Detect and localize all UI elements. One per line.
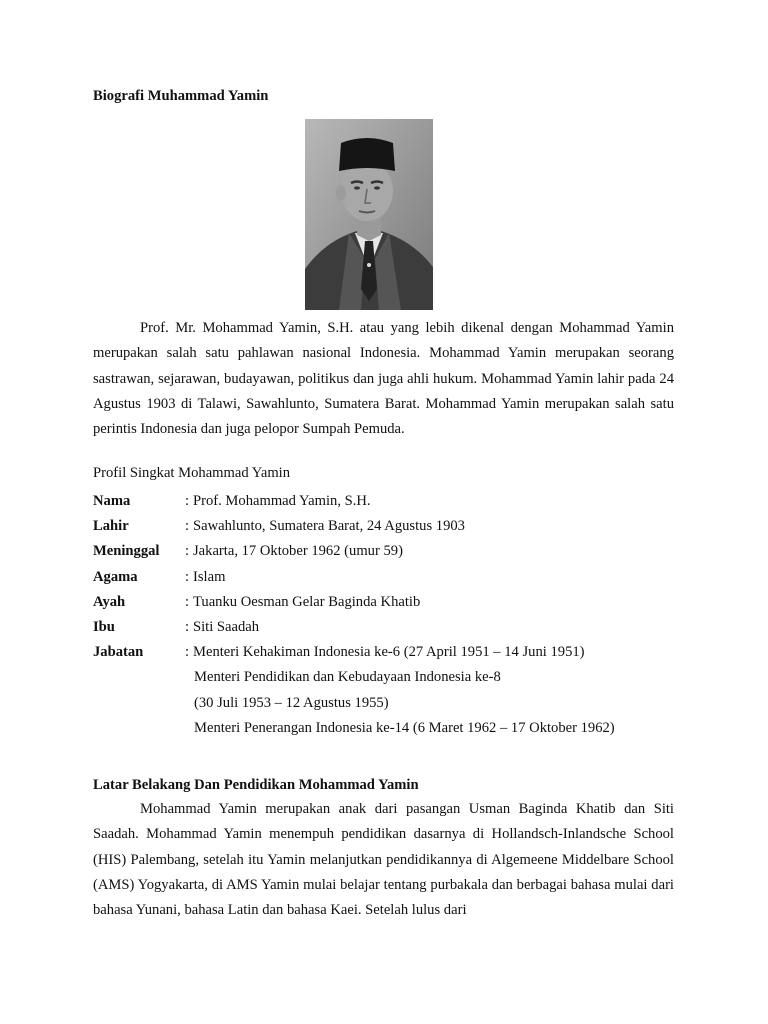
profile-label: Lahir: [93, 518, 129, 535]
profile-value: Islam: [193, 568, 226, 585]
profile-label: Agama: [93, 568, 138, 585]
profile-colon: :: [185, 593, 190, 610]
jabatan-continued-line: Menteri Penerangan Indonesia ke-14 (6 Maret 1962 – 17 Oktober 1962): [194, 719, 615, 736]
profile-label: Ayah: [93, 593, 126, 610]
intro-paragraph: [93, 316, 674, 442]
profile-heading: Profil Singkat Mohammad Yamin: [93, 465, 291, 481]
profile-label: Jabatan: [93, 644, 144, 661]
jabatan-continued-line: Menteri Pendidikan dan Kebudayaan Indonesia ke-8: [194, 669, 501, 686]
profile-colon: :: [185, 644, 190, 661]
profile-value: Sawahlunto, Sumatera Barat, 24 Agustus 1903: [193, 518, 465, 535]
profile-row-ibu: [93, 615, 693, 640]
intro-paragraph-text: Prof. Mr. Mohammad Yamin, S.H. atau yang lebih dikenal dengan Mohammad Yamin merupakan salah satu pahlawan nasional Indonesia. Mohammad Yamin merupakan seorang sastrawan, sejarawan, budayawan, politikus dan juga ahli hukum. Mohammad Yamin lahir pada 24 Agustus 1903 di Talawi, Sawahlunto, Sumatera Barat. Mohammad Yamin merupakan salah satu perintis Indonesia dan juga pelopor Sumpah Pemuda.: [93, 320, 674, 438]
profile-label: Nama: [93, 493, 131, 509]
profile-row-agama: [93, 565, 693, 590]
profile-row-ayah: [93, 590, 693, 615]
profile-row-jabatan: [93, 640, 693, 665]
profile-value: Siti Saadah: [193, 618, 260, 635]
profile-label: Meninggal: [93, 543, 160, 560]
profile-value: Menteri Kehakiman Indonesia ke-6 (27 April 1951 – 14 Juni 1951): [193, 644, 585, 661]
profile-colon: :: [185, 543, 190, 560]
profile-colon: :: [185, 618, 190, 635]
profile-value: Prof. Mohammad Yamin, S.H.: [193, 493, 371, 509]
section-paragraph: [93, 797, 674, 923]
profile-colon: :: [185, 518, 190, 535]
profile-row-meninggal: [93, 539, 693, 564]
profile-label: Ibu: [93, 618, 115, 635]
profile-colon: :: [185, 568, 190, 585]
jabatan-continued-line: (30 Juli 1953 – 12 Agustus 1955): [194, 694, 389, 711]
profile-row-nama: [93, 489, 693, 514]
profile-colon: :: [185, 493, 190, 509]
portrait-photo: [305, 119, 433, 310]
document-title: Biografi Muhammad Yamin: [93, 88, 269, 104]
profile-value: Jakarta, 17 Oktober 1962 (umur 59): [193, 543, 403, 560]
profile-table: [93, 489, 693, 741]
section-heading: Latar Belakang Dan Pendidikan Mohammad Yamin: [93, 777, 419, 793]
profile-row-lahir: [93, 514, 693, 539]
section-paragraph-text: Mohammad Yamin merupakan anak dari pasangan Usman Baginda Khatib dan Siti Saadah. Mohammad Yamin menempuh pendidikan dasarnya di Hollandsch-Inlandsche School (HIS) Palembang, setelah itu Yamin melanjutkan pendidikannya di Algemeene Middelbare School (AMS) Yogyakarta, di AMS Yamin mulai belajar tentang purbakala dan berbagai bahasa mulai dari bahasa Yunani, bahasa Latin dan bahasa Kaei. Setelah lulus dari: [93, 801, 674, 919]
profile-value: Tuanku Oesman Gelar Baginda Khatib: [193, 593, 421, 610]
